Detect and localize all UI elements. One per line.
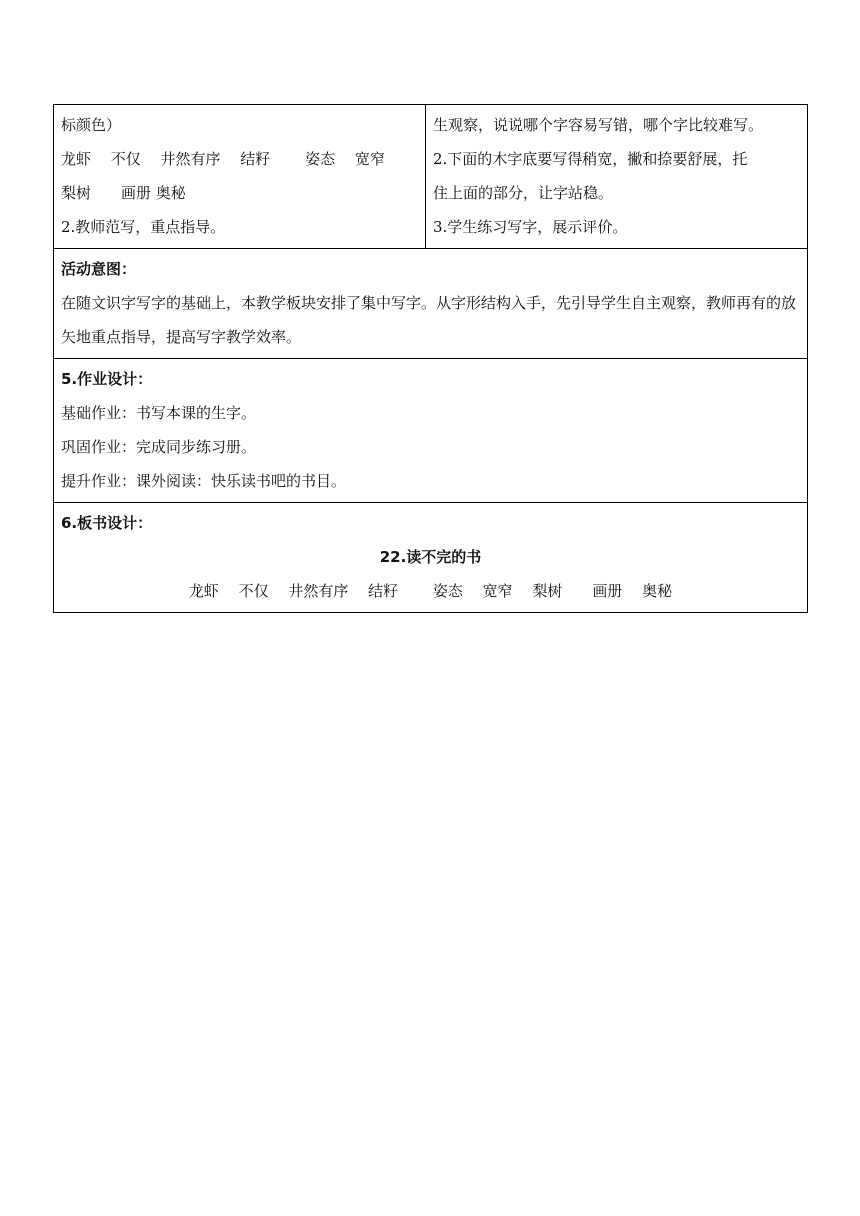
board-title: 22.读不完的书 — [379, 548, 482, 566]
homework-row — [54, 359, 808, 503]
lesson-plan-table — [53, 104, 808, 613]
student-line-3: 住上面的部分，让字站稳。 — [433, 184, 614, 202]
homework-heading: 5.作业设计： — [61, 370, 153, 388]
board-design-cell — [54, 503, 808, 613]
teacher-demo-step: 2.教师范写，重点指导。 — [61, 218, 226, 236]
homework-basic: 基础作业：书写本课的生字。 — [61, 404, 257, 422]
activity-intent-row — [54, 249, 808, 359]
student-practice-step: 3.学生练习写字，展示评价。 — [433, 218, 628, 236]
teacher-word-list-continued: 梨树 画册 奥秘 — [61, 184, 186, 202]
student-activity-cell — [426, 105, 808, 249]
activity-intent-cell — [54, 249, 808, 359]
student-line-1: 生观察，说说哪个字容易写错，哪个字比较难写。 — [433, 116, 764, 134]
teacher-word-list: 龙虾 不仅 井然有序 结籽 姿态 宽窄 — [61, 150, 385, 168]
activity-intent-heading: 活动意图： — [61, 260, 137, 278]
board-design-heading: 6.板书设计： — [61, 514, 153, 532]
board-design-row — [54, 503, 808, 613]
writing-steps-row — [54, 105, 808, 249]
student-line-2: 2.下面的木字底要写得稍宽，撇和捺要舒展，托 — [433, 150, 748, 168]
board-word-list: 龙虾 不仅 井然有序 结籽 姿态 宽窄 梨树 画册 奥秘 — [188, 582, 673, 600]
teacher-line-1: 标颜色） — [61, 116, 122, 134]
homework-consolidate: 巩固作业：完成同步练习册。 — [61, 438, 257, 456]
activity-intent-text: 在随文识字写字的基础上，本教学板块安排了集中写字。从字形结构入手，先引导学生自主观察，教师再有的放矢地重点指导，提高写字教学效率。 — [61, 294, 797, 346]
homework-cell — [54, 359, 808, 503]
teacher-activity-cell — [54, 105, 426, 249]
homework-advanced: 提升作业：课外阅读：快乐读书吧的书目。 — [61, 472, 347, 490]
